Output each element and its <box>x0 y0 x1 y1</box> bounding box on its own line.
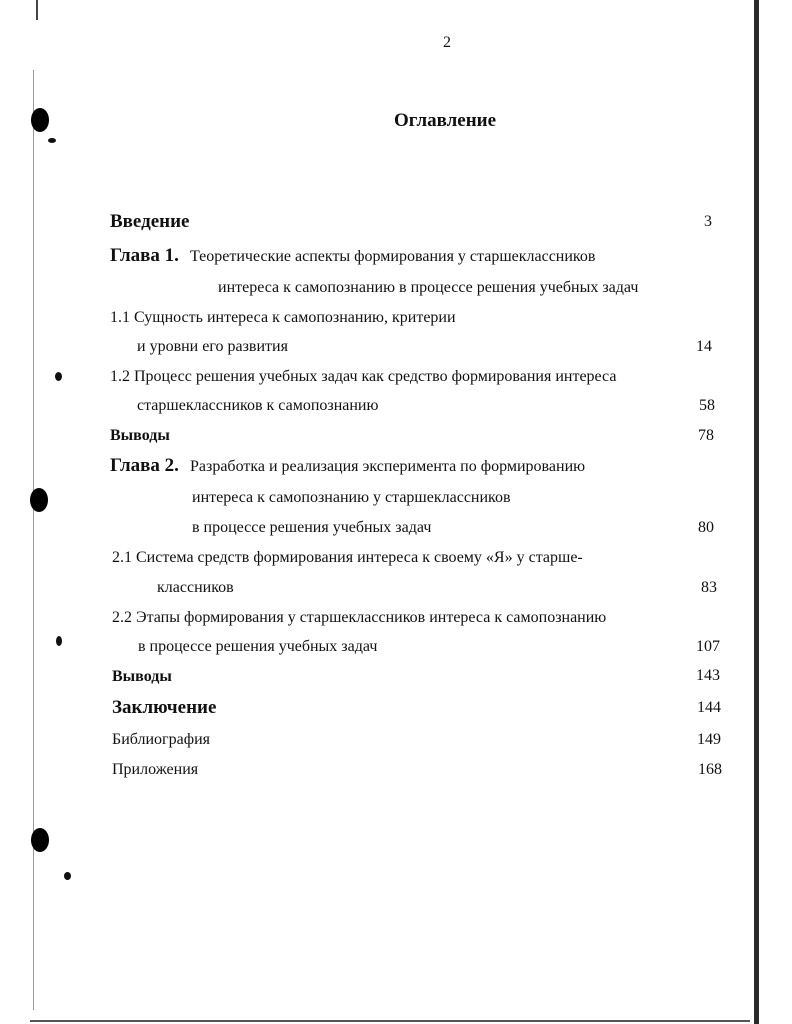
toc-section-1-1-page: 14 <box>696 338 712 355</box>
toc-intro-page: 3 <box>704 213 712 230</box>
toc-conclusions1-page: 78 <box>698 427 714 444</box>
scan-right-edge <box>754 0 759 1024</box>
toc-section-1-2-line1: 1.2 Процесс решения учебных задач как средство формирования интереса <box>110 368 617 385</box>
toc-chapter2-line2: интереса к самопознанию у старшеклассников <box>192 489 511 506</box>
scan-edge-mark <box>36 0 38 20</box>
toc-section-2-2-line2: в процессе решения учебных задач <box>138 638 378 655</box>
toc-chapter1-line1: Теоретические аспекты формирования у старшеклассников <box>190 248 596 265</box>
toc-chapter1-label: Глава 1. <box>110 245 179 266</box>
toc-section-2-1-line2: классников <box>157 579 234 596</box>
toc-section-2-2-page: 107 <box>696 638 720 655</box>
toc-chapter1-line2: интереса к самопознанию в процессе решения учебных задач <box>218 279 639 296</box>
toc-section-1-1-line1: 1.1 Сущность интереса к самопознанию, критерии <box>110 309 456 326</box>
toc-chapter2-line3: в процессе решения учебных задач <box>192 519 432 536</box>
scan-bottom-edge <box>30 1020 750 1022</box>
toc-chapter2-page: 80 <box>698 519 714 536</box>
toc-conclusion-label: Заключение <box>112 697 217 718</box>
toc-bibliography-page: 149 <box>697 731 721 748</box>
toc-intro-label: Введение <box>110 211 190 232</box>
scan-left-edge <box>33 70 34 1010</box>
scan-speck <box>64 872 71 880</box>
toc-section-2-1-page: 83 <box>701 579 717 596</box>
toc-section-2-2-line1: 2.2 Этапы формирования у старшеклассников интереса к самопознанию <box>112 609 607 626</box>
scan-speck <box>55 372 62 381</box>
punch-hole <box>31 828 49 852</box>
toc-section-1-2-line2: старшеклассников к самопознанию <box>137 397 379 414</box>
punch-hole <box>31 108 49 132</box>
toc-appendix-label: Приложения <box>112 761 199 778</box>
toc-section-2-1-line1: 2.1 Система средств формирования интереса к своему «Я» у старше- <box>112 549 583 566</box>
toc-appendix-page: 168 <box>698 761 722 778</box>
toc-chapter2-line1: Разработка и реализация эксперимента по формированию <box>190 458 586 475</box>
toc-chapter2-label: Глава 2. <box>110 455 179 476</box>
page-title: Оглавление <box>394 110 497 131</box>
scan-speck <box>56 636 62 646</box>
toc-conclusions2-label: Выводы <box>112 668 172 685</box>
punch-hole <box>30 488 48 512</box>
toc-section-1-2-page: 58 <box>699 397 715 414</box>
toc-section-1-1-line2: и уровни его развития <box>137 338 288 355</box>
toc-conclusion-page: 144 <box>697 699 721 716</box>
scan-speck <box>48 138 56 143</box>
page-number: 2 <box>443 34 451 51</box>
toc-bibliography-label: Библиография <box>112 731 210 748</box>
toc-conclusions1-label: Выводы <box>110 427 170 444</box>
toc-conclusions2-page: 143 <box>696 667 720 684</box>
